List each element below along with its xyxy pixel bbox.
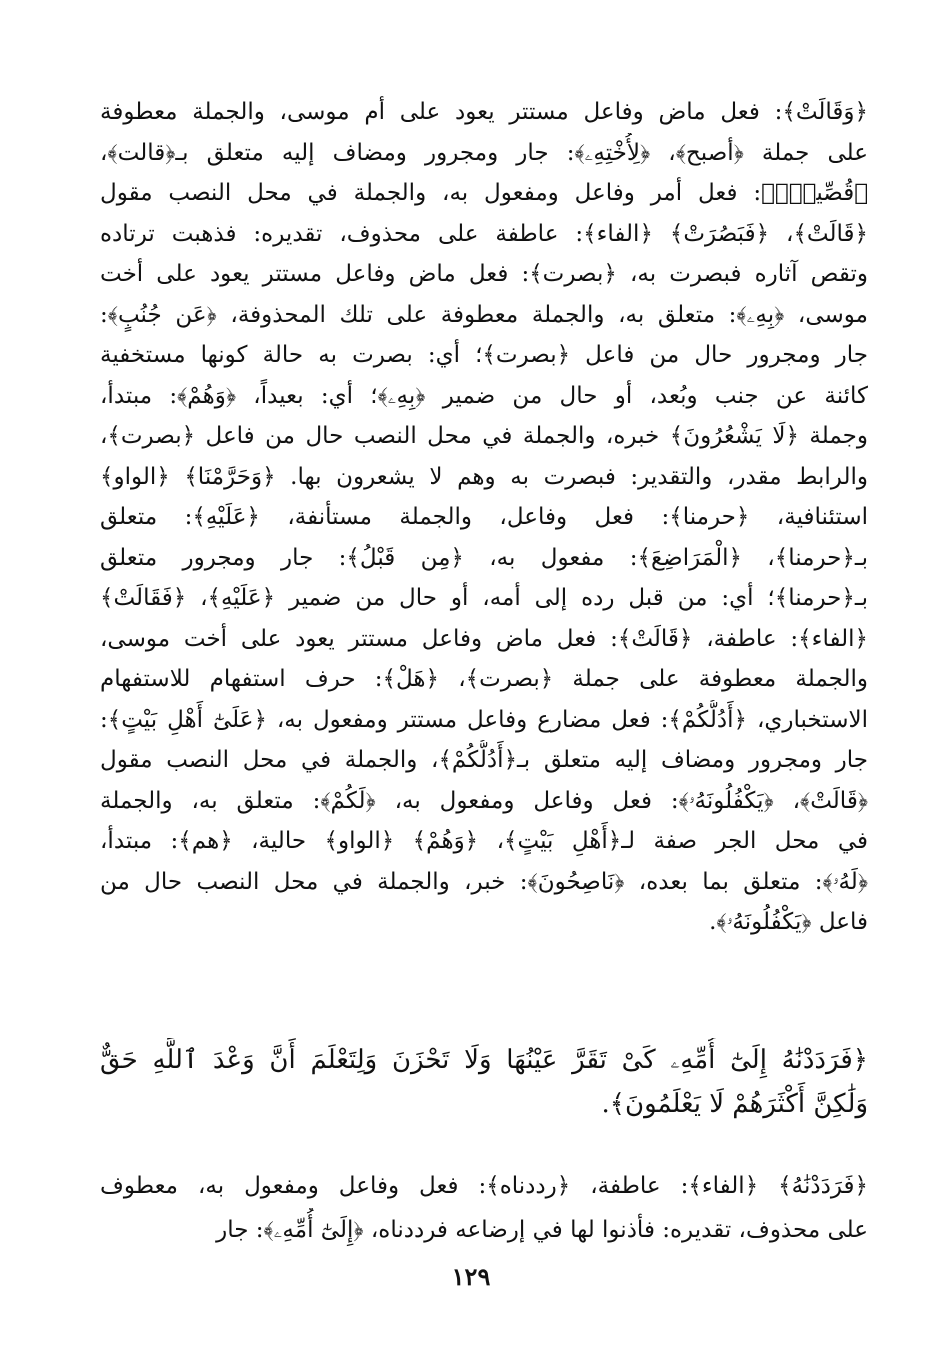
text-line: ﴿وَقَالَتْ﴾: فعل ماض وفاعل مستتر يعود على أم موسى، والجملة معطوفة bbox=[100, 99, 868, 125]
second-paragraph bbox=[100, 1164, 868, 1252]
text-line: في محل الجر صفة لـ﴿أَهْلِ بَيْتٍ﴾، ﴿وَهُمْ﴾ ﴿الواو﴾ حالية، ﴿هم﴾: مبتدأ، bbox=[100, 828, 868, 854]
text-line: استئنافية، ﴿حرمنا﴾: فعل وفاعل، والجملة مستأنفة، ﴿عَلَيْهِ﴾: متعلق bbox=[100, 504, 868, 530]
text-line: بـ﴿حرمنا﴾، ﴿الْمَرَاضِعَ﴾: مفعول به، ﴿مِن قَبْلُ﴾: جار ومجرور متعلق bbox=[100, 544, 868, 571]
text-line: ﴿الفاء﴾: عاطفة، ﴿قَالَتْ﴾: فعل ماض وفاعل مستتر يعود على أخت موسى، bbox=[100, 625, 868, 652]
text-line: والجملة معطوفة على جملة ﴿بصرت﴾، ﴿هَلْ﴾: حرف استفهام للاستفهام bbox=[100, 666, 868, 692]
text-line: كائنة عن جنب وبُعد، أو حال من ضمير ﴿بِهِۦ﴾؛ أي: بعيداً، ﴿وَهُمْ﴾: مبتدأ، bbox=[100, 382, 868, 409]
text-line: وجملة ﴿لَا يَشْعُرُونَ﴾ خبره، والجملة في محل النصب حال من فاعل ﴿بصرت﴾، bbox=[100, 423, 868, 449]
text-line: موسى، ﴿بِهِۦ﴾: متعلق به، والجملة معطوفة على تلك المحذوفة، ﴿عَن جُنُبٍ﴾: bbox=[100, 301, 868, 328]
text-line: ﴿قَالَتْ﴾، ﴿فَبَصُرَتْ﴾ ﴿الفاء﴾: عاطفة على محذوف، تقديره: فذهبت ترتاده bbox=[100, 220, 868, 247]
main-paragraph-text bbox=[100, 92, 868, 943]
text-line: ﴿قُصِّيهِۖ﴾: فعل أمر وفاعل ومفعول به، والجملة في محل النصب مقول bbox=[100, 180, 868, 206]
text-line: ﴿لَهُۥ﴾: متعلق بما بعده، ﴿نَاصِحُونَ﴾: خبر، والجملة في محل النصب حال من bbox=[100, 868, 868, 895]
text-line: على جملة ﴿أصبح﴾، ﴿لِأُخْتِهِۦ﴾: جار ومجرور ومضاف إليه متعلق بـ﴿قالت﴾، bbox=[100, 139, 868, 166]
text-line: جار ومجرور ومضاف إليه متعلق بـ﴿أَدُلُّكُمْ﴾، والجملة في محل النصب مقول bbox=[100, 747, 868, 773]
text-line: ﴿فَرَدَدْنَٰهُ إِلَىٰٓ أُمِّهِۦ كَىْ تَقَرَّ عَيْنُهَا وَلَا تَحْزَنَ وَلِتَعْلَمَ أَنَّ وَعْدَ ٱللَّهِ حَقٌّ bbox=[100, 1045, 868, 1075]
text-line: ﴿قَالَتْ﴾، ﴿يَكْفُلُونَهُۥ﴾: فعل وفاعل ومفعول به، ﴿لَكُمْ﴾: متعلق به، والجملة bbox=[100, 787, 868, 814]
text-line: والرابط مقدر، والتقدير: فبصرت به وهم لا يشعرون بها. ﴿وَحَرَّمْنَا﴾ ﴿الواو﴾ bbox=[100, 463, 868, 490]
text-line: وَلَٰكِنَّ أَكْثَرَهُمْ لَا يَعْلَمُونَ﴾. bbox=[601, 1089, 868, 1119]
text-line: الاستخباري، ﴿أَدُلُّكُمْ﴾: فعل مضارع وفاعل مستتر ومفعول به، ﴿عَلَىٰٓ أَهْلِ بَيْتٍ﴾: bbox=[100, 706, 868, 733]
main-paragraph bbox=[100, 92, 868, 943]
text-line: ﴿فَرَدَدْنَٰهُ﴾ ﴿الفاء﴾: عاطفة، ﴿رددناه﴾: فعل وفاعل ومفعول به، معطوف bbox=[100, 1173, 868, 1199]
text-line: فاعل ﴿يَكْفُلُونَهُۥ﴾. bbox=[709, 909, 868, 935]
second-paragraph-text bbox=[100, 1164, 868, 1252]
text-line: وتقص آثاره فبصرت به، ﴿بصرت﴾: فعل ماض وفاعل مستتر يعود على أخت bbox=[100, 261, 868, 287]
quran-verse bbox=[100, 1038, 868, 1126]
text-line: جار ومجرور حال من فاعل ﴿بصرت﴾؛ أي: بصرت به حالة كونها مستخفية bbox=[100, 342, 868, 368]
text-line: بـ﴿حرمنا﴾؛ أي: من قبل رده إلى أمه، أو حال من ضمير ﴿عَلَيْهِ﴾، ﴿فَقَالَتْ﴾ bbox=[100, 585, 868, 611]
text-line: على محذوف، تقديره: فأذنوا لها في إرضاعه فرددناه، ﴿إِلَىٰٓ أُمِّهِۦ﴾: جار bbox=[216, 1217, 868, 1243]
quran-verse-text bbox=[100, 1038, 868, 1126]
page-number: ١٢٩ bbox=[451, 1262, 491, 1291]
